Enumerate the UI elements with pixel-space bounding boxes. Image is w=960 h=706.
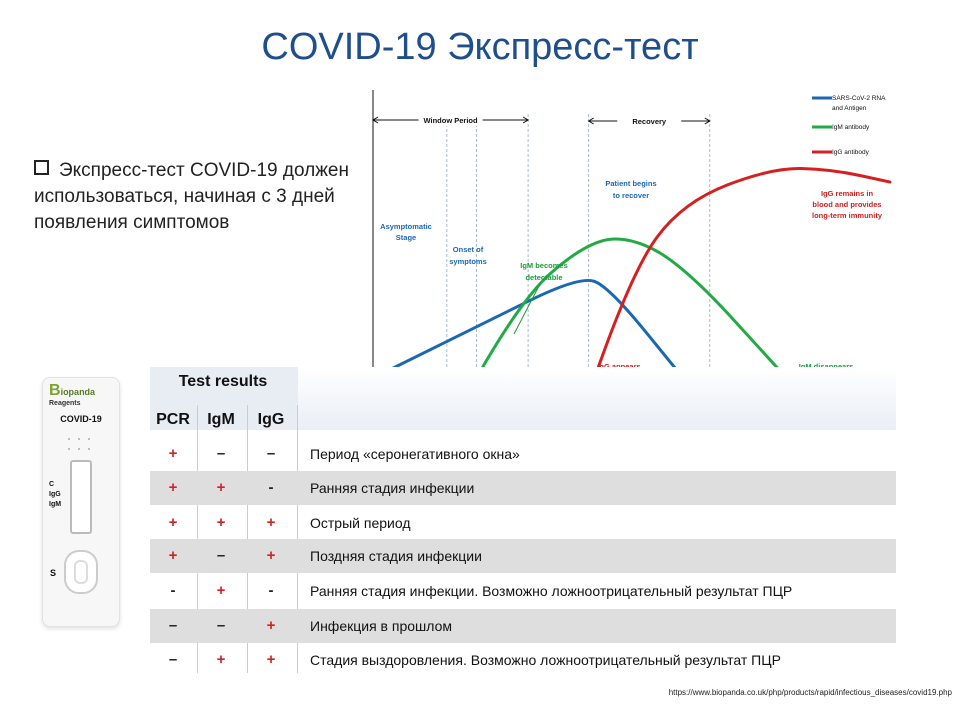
mark-igm: IgM (49, 501, 62, 508)
mark-igg: IgG (49, 491, 61, 498)
test-cassette-image (42, 377, 120, 627)
row-description: Поздняя стадия инфекции (310, 548, 482, 564)
table-header-fill (298, 367, 896, 430)
cassette-dot (78, 438, 80, 440)
row-description: Ранняя стадия инфекции (310, 480, 475, 496)
table-row (150, 574, 896, 608)
table-row (150, 643, 896, 677)
legend-label-rna: SARS-CoV-2 RNA and Antigen (832, 95, 886, 112)
cell-igm: + (216, 651, 226, 668)
cell-pcr: + (168, 445, 178, 462)
annotation-igm-detectable: IgM becomes detectable (520, 261, 568, 282)
column-header-pcr: PCR (156, 411, 190, 428)
cell-igg: + (266, 617, 276, 634)
bullet-text: Экспресс-тест COVID-19 должен использоваться, начиная с 3 дней появления симптомов (34, 160, 349, 233)
cassette-dot (68, 438, 70, 440)
cell-pcr: + (168, 514, 178, 531)
result-window (70, 460, 92, 534)
cell-igm: + (216, 514, 226, 531)
cell-pcr: - (170, 582, 176, 599)
column-header-igg: IgG (257, 411, 285, 428)
biopanda-logo: Biopanda Reagents (49, 382, 96, 407)
column-header-igm: IgM (207, 411, 235, 428)
test-results-table (150, 367, 896, 673)
cell-pcr: + (168, 547, 178, 564)
cell-igg: + (266, 651, 276, 668)
cell-igg: – (266, 445, 276, 462)
cell-igm: – (216, 445, 226, 462)
cell-pcr: – (168, 617, 178, 634)
legend-label-igm: IgM antibody (832, 124, 870, 131)
table-row (150, 506, 896, 540)
table-header: Test results (178, 373, 268, 390)
annotation-patient-recover: Patient begins to recover (605, 179, 657, 200)
slide-title: COVID-19 Экспресс-тест (261, 26, 699, 68)
row-description: Острый период (310, 515, 411, 531)
legend-label-igg: IgG antibody (832, 149, 869, 156)
cassette-dot (88, 438, 90, 440)
table-row (150, 539, 896, 573)
mark-c: C (49, 481, 55, 488)
cassette-dot (68, 448, 70, 450)
row-description: Стадия выздоровления. Возможно ложноотрицательный результат ПЦР (310, 652, 781, 668)
cassette-label: COVID-19 (60, 414, 102, 424)
cell-igg: + (266, 514, 276, 531)
cell-igg: - (268, 479, 274, 496)
recovery-label: Recovery (632, 117, 667, 126)
window-period-label: Window Period (423, 116, 478, 125)
cell-igm: – (216, 547, 226, 564)
row-description: Ранняя стадия инфекции. Возможно ложноотрицательный результат ПЦР (310, 583, 793, 599)
row-description: Инфекция в прошлом (310, 618, 452, 634)
sample-well (64, 550, 98, 594)
checkbox-bullet-icon (34, 160, 49, 175)
series-line-1 (476, 239, 786, 378)
cell-igg: - (268, 582, 274, 599)
table-row (150, 609, 896, 643)
cell-pcr: – (168, 651, 178, 668)
cassette-dot (78, 448, 80, 450)
table-row (150, 471, 896, 505)
cell-igm: + (216, 582, 226, 599)
cell-igm: + (216, 479, 226, 496)
cell-pcr: + (168, 479, 178, 496)
table-row (150, 437, 896, 471)
bullet-point (34, 158, 364, 236)
annotation-onset: Onset of symptoms (449, 245, 487, 266)
cell-igm: – (216, 617, 226, 634)
mark-s: S (50, 568, 57, 578)
annotation-igm-pointer (514, 284, 540, 334)
sample-well-inner (74, 560, 88, 584)
row-description: Период «серонегативного окна» (310, 446, 520, 462)
cassette-dot (88, 448, 90, 450)
cell-igg: + (266, 547, 276, 564)
source-url: https://www.biopanda.co.uk/php/products/rapid/infectious_diseases/covid19.php (668, 688, 952, 697)
annotation-asymptomatic: Asymptomatic Stage (380, 222, 432, 242)
annotation-igg-remains: IgG remains in blood and provides long-term immunity (811, 189, 883, 220)
